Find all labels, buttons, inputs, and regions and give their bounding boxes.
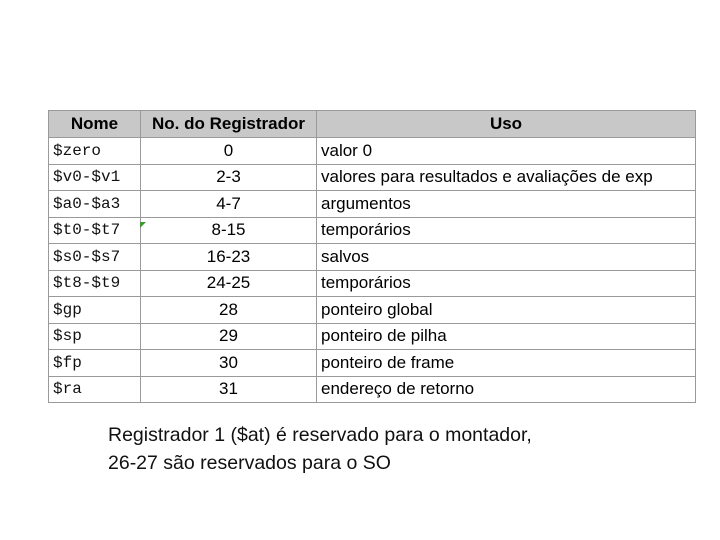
register-use: valores para resultados e avaliações de exp [317, 164, 696, 191]
register-number: 0 [141, 138, 317, 165]
note-line-2: 26-27 são reservados para o SO [108, 452, 391, 474]
register-name: $t0-$t7 [49, 217, 141, 244]
register-number: 28 [141, 297, 317, 324]
register-use: ponteiro global [317, 297, 696, 324]
register-number: 29 [141, 323, 317, 350]
register-name: $zero [49, 138, 141, 165]
table-row [49, 350, 696, 377]
register-number: 31 [141, 376, 317, 403]
register-use: ponteiro de pilha [317, 323, 696, 350]
register-use: salvos [317, 244, 696, 271]
register-use: argumentos [317, 191, 696, 218]
table-row [49, 244, 696, 271]
register-name: $v0-$v1 [49, 164, 141, 191]
register-number: 30 [141, 350, 317, 377]
reserved-registers-note [108, 421, 708, 477]
register-name: $fp [49, 350, 141, 377]
cell-marker-triangle [140, 222, 146, 228]
table-row [49, 376, 696, 403]
register-name: $s0-$s7 [49, 244, 141, 271]
register-use: temporários [317, 270, 696, 297]
table-row [49, 217, 696, 244]
register-use: valor 0 [317, 138, 696, 165]
register-use: temporários [317, 217, 696, 244]
register-name: $gp [49, 297, 141, 324]
note-line-1: Registrador 1 ($at) é reservado para o montador, [108, 424, 532, 446]
table-row [49, 297, 696, 324]
register-name: $ra [49, 376, 141, 403]
register-number: 4-7 [141, 191, 317, 218]
register-name: $t8-$t9 [49, 270, 141, 297]
table-header-row [49, 111, 696, 138]
register-name: $sp [49, 323, 141, 350]
table-row [49, 138, 696, 165]
header-number: No. do Registrador [141, 111, 317, 138]
table-row [49, 270, 696, 297]
register-table [48, 110, 696, 403]
table-row [49, 191, 696, 218]
header-name: Nome [49, 111, 141, 138]
register-number: 2-3 [141, 164, 317, 191]
table-row [49, 323, 696, 350]
table-row [49, 164, 696, 191]
header-use: Uso [317, 111, 696, 138]
register-number: 16-23 [141, 244, 317, 271]
register-number: 24-25 [141, 270, 317, 297]
register-number: 8-15 [141, 217, 317, 244]
register-use: ponteiro de frame [317, 350, 696, 377]
register-use: endereço de retorno [317, 376, 696, 403]
register-name: $a0-$a3 [49, 191, 141, 218]
